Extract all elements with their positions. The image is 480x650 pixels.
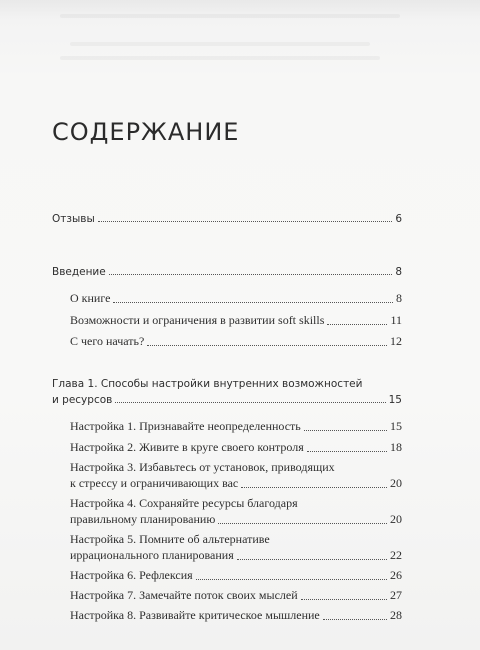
toc-entry-label: Отзывы (52, 213, 95, 225)
toc-entry[interactable] (70, 419, 402, 434)
toc-entry-label-continued: иррационального планирования (70, 548, 234, 562)
toc-entry[interactable] (70, 568, 402, 583)
toc-entry[interactable] (70, 313, 402, 328)
dot-leader (327, 323, 387, 325)
toc-entry-label[interactable]: Настройка 4. Сохраняйте ресурсы благодаря (70, 496, 298, 510)
toc-entry[interactable] (70, 476, 402, 491)
dot-leader (304, 429, 387, 431)
toc-entry-label: Настройка 6. Рефлексия (70, 568, 193, 582)
dot-leader (237, 558, 387, 560)
dot-leader (323, 618, 387, 620)
toc-page-number: 22 (390, 548, 402, 562)
toc-entry-label[interactable]: Настройка 3. Избавьтесь от установок, приводящих (70, 460, 335, 474)
toc-page-number: 27 (390, 588, 402, 602)
dot-leader (218, 522, 387, 524)
toc-entry-label: С чего начать? (70, 334, 145, 348)
toc-entry[interactable] (70, 608, 402, 623)
toc-entry-label-continued: правильному планированию (70, 512, 216, 526)
toc-page-number: 28 (390, 608, 402, 622)
toc-page-number: 20 (390, 476, 402, 490)
dot-leader (301, 598, 387, 600)
toc-entry[interactable] (70, 512, 402, 527)
page-title: СОДЕРЖАНИЕ (52, 118, 240, 146)
dot-leader (109, 273, 393, 275)
toc-page-number: 8 (395, 266, 402, 278)
toc-page-number: 12 (390, 334, 402, 348)
toc-entry[interactable] (52, 394, 402, 406)
toc-entry[interactable] (70, 588, 402, 603)
toc-page-number: 8 (396, 291, 402, 305)
dot-leader (115, 401, 385, 403)
toc-entry[interactable] (70, 548, 402, 563)
toc-entry-label: Возможности и ограничения в развитии soft skills (70, 313, 325, 327)
toc-entry[interactable] (70, 334, 402, 349)
toc-entry[interactable] (70, 440, 402, 455)
toc-entry-label: Настройка 8. Развивайте критическое мышление (70, 608, 320, 622)
toc-entry-label-continued: к стрессу и ограничивающих вас (70, 476, 239, 490)
dot-leader (147, 344, 387, 346)
toc-page-number: 20 (390, 512, 402, 526)
bleed-through-line (70, 42, 370, 46)
toc-entry[interactable] (52, 266, 402, 278)
toc-page-number: 15 (390, 419, 402, 433)
bleed-through-line (60, 14, 400, 18)
toc-entry[interactable] (70, 291, 402, 306)
toc-entry-label: Настройка 1. Признавайте неопределенность (70, 419, 301, 433)
bleed-through-line (60, 56, 380, 60)
toc-page-number: 26 (390, 568, 402, 582)
dot-leader (98, 220, 393, 222)
toc-page-number: 6 (395, 213, 402, 225)
toc-entry-label: Настройка 2. Живите в круге своего контроля (70, 440, 304, 454)
dot-leader (113, 301, 393, 303)
toc-page-number: 18 (390, 440, 402, 454)
toc-entry-label: Настройка 7. Замечайте поток своих мыслей (70, 588, 298, 602)
dot-leader (307, 450, 387, 452)
toc-entry-label: Введение (52, 266, 106, 278)
dot-leader (241, 486, 387, 488)
toc-page-number: 15 (388, 394, 402, 406)
toc-entry-label: О книге (70, 291, 111, 305)
dot-leader (196, 578, 387, 580)
toc-entry[interactable] (52, 213, 402, 225)
toc-entry-label-continued: и ресурсов (52, 394, 113, 406)
toc-entry-label[interactable]: Глава 1. Способы настройки внутренних возможностей (52, 378, 363, 390)
toc-page-number: 11 (390, 313, 402, 327)
toc-entry-label[interactable]: Настройка 5. Помните об альтернативе (70, 532, 270, 546)
